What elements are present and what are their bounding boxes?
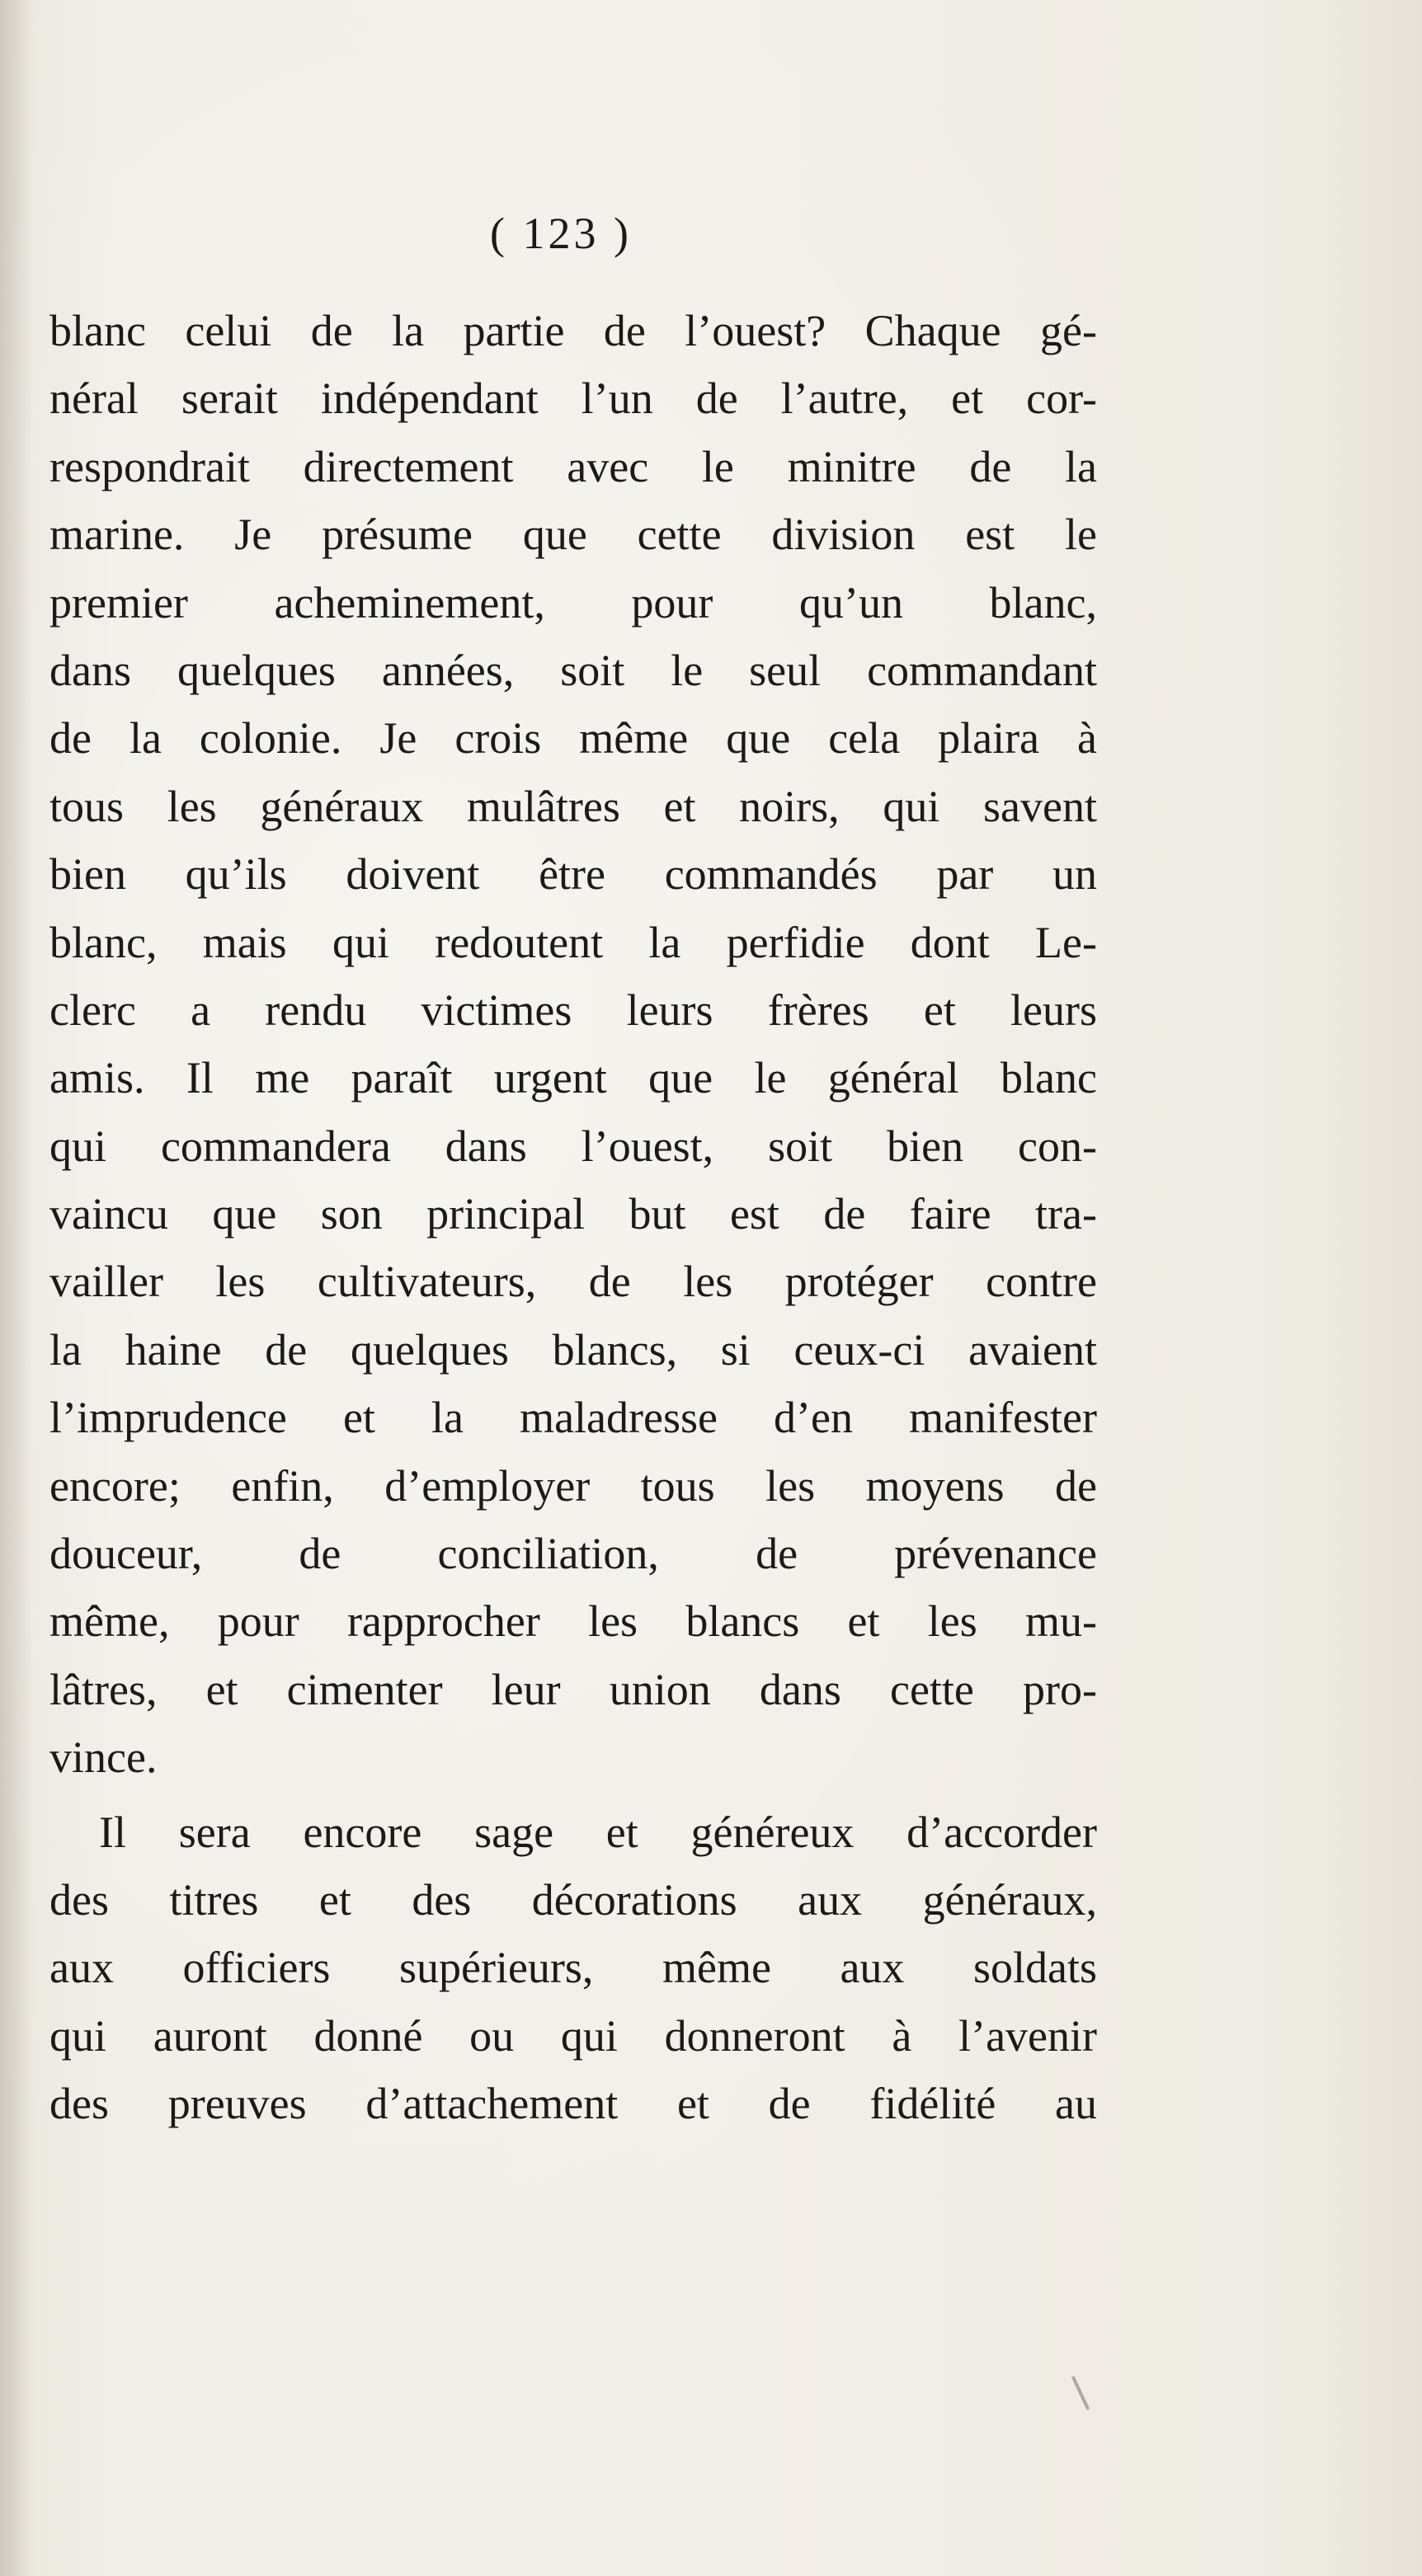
text-line: vince. <box>49 1732 158 1783</box>
text-line: dans quelques années, soit le seul commandant <box>49 645 1097 695</box>
text-line: vaincu que son principal but est de faire tra- <box>49 1189 1097 1239</box>
paragraph <box>49 297 1097 1792</box>
text-line: l’imprudence et la maladresse d’en manifester <box>49 1393 1097 1443</box>
paragraph-gap <box>49 1792 1097 1798</box>
text-line: blanc, mais qui redoutent la perfidie dont Le- <box>49 917 1097 967</box>
text-line: respondrait directement avec le minitre de la <box>49 441 1097 491</box>
text-line: encore; enfin, d’employer tous les moyens de <box>49 1460 1097 1511</box>
paragraph <box>49 1798 1097 2138</box>
text-line: la haine de quelques blancs, si ceux-ci avaient <box>49 1324 1097 1375</box>
text-line: amis. Il me paraît urgent que le général blanc <box>49 1053 1097 1103</box>
text-line: tous les généraux mulâtres et noirs, qui savent <box>49 781 1097 831</box>
gutter-shadow <box>0 0 33 2576</box>
text-line: qui commandera dans l’ouest, soit bien con- <box>49 1121 1097 1171</box>
text-line: douceur, de conciliation, de prévenance <box>49 1529 1097 1579</box>
text-line: même, pour rapprocher les blancs et les mu- <box>49 1596 1097 1647</box>
page-number: ( 123 ) <box>490 209 632 258</box>
text-line: blanc celui de la partie de l’ouest? Chaque gé- <box>49 306 1097 355</box>
body-text <box>49 297 1097 2138</box>
text-line: marine. Je présume que cette division est le <box>49 510 1097 560</box>
text-line: bien qu’ils doivent être commandés par un <box>49 849 1097 900</box>
text-line: des preuves d’attachement et de fidélité au <box>49 2079 1097 2129</box>
text-line: clerc a rendu victimes leurs frères et leurs <box>49 985 1097 1035</box>
text-line: qui auront donné ou qui donneront à l’avenir <box>49 2010 1097 2061</box>
text-line: de la colonie. Je crois même que cela plaira à <box>49 713 1097 764</box>
text-line: vailler les cultivateurs, de les protéger contre <box>49 1257 1097 1307</box>
text-line: aux officiers supérieurs, même aux soldats <box>49 1943 1097 1993</box>
text-line: premier acheminement, pour qu’un blanc, <box>49 577 1097 628</box>
ink-mark <box>1071 2376 1090 2410</box>
text-line: néral serait indépendant l’un de l’autre, et cor- <box>49 374 1097 424</box>
text-line: Il sera encore sage et généreux d’accorder <box>99 1807 1097 1857</box>
text-line: des titres et des décorations aux généraux, <box>49 1874 1097 1925</box>
text-line: lâtres, et cimenter leur union dans cette pro- <box>49 1664 1097 1714</box>
